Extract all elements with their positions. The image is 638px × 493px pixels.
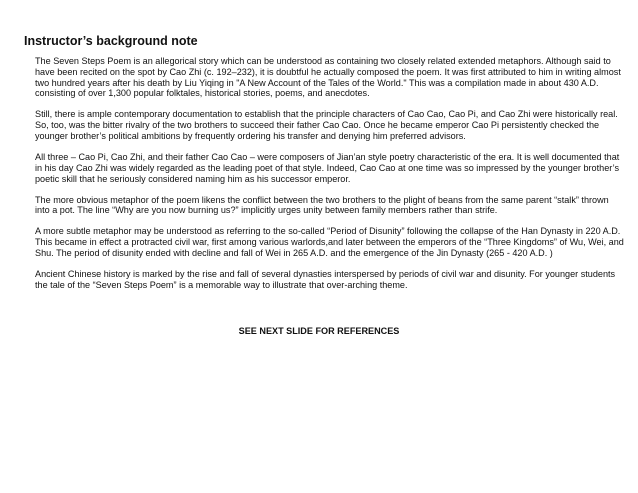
note-heading: Instructor’s background note — [24, 34, 198, 48]
note-body — [35, 56, 625, 301]
paragraph-obvious-metaphor: The more obvious metaphor of the poem likens the conflict between the two brothers to the plight of beans from the same parent “stalk” thrown into a pot. The line “Why are you now burning us?” implicitly urges unity between family members rather than strife. — [35, 194, 609, 216]
paragraph-jianan-poetry: All three – Cao Pi, Cao Zhi, and their father Cao Cao – were composers of Jian’an style poetry characteristic of the era. It is well documented that in his day Cao Zhi was widely regarded as the leading poet of that style. Indeed, Cao Cao at one time was so impressed by the younger brother’s poetic skill that he seriously considered naming him as his successor emperor. — [35, 151, 620, 184]
paragraph-historical-figures: Still, there is ample contemporary documentation to establish that the principle characters of Cao Cao, Cao Pi, and Cao Zhi were historically real. So, too, was the bitter rivalry of the two brothers to succeed their father Cao Cao. Once he became emperor Cao Pi persistently checked the younger brother’s political ambitions by frequently ordering his transfer and denying him preferred advisors. — [35, 109, 618, 141]
see-next-slide-note: SEE NEXT SLIDE FOR REFERENCES — [238, 326, 400, 336]
paragraph-subtle-metaphor: A more subtle metaphor may be understood as referring to the so-called “Period of Disunity” following the collapse of the Han Dynasty in 220 A.D. This became in effect a protracted civil war, first among various warlords,and later between the emperors of the “Three Kingdoms” of Wu, Wei, and Shu. The period of disunity ended with decline and fall of Wei in 265 A.D. and the emergence of the Jin Dynasty (265 - 420 A.D. ) — [35, 226, 624, 258]
paragraph-dynasties-theme: Ancient Chinese history is marked by the rise and fall of several dynasties interspersed by periods of civil war and disunity. For younger students the tale of the “Seven Steps Poem” is a memorable way to illustrate that over-arching theme. — [35, 268, 616, 290]
paragraph-poem-origin: The Seven Steps Poem is an allegorical story which can be understood as containing two closely related extended metaphors. Although said to have been recited on the spot by Cao Zhi (c. 192–232), it is doubtful he actually composed the poem. It was first attributed to him in writing almost two hundred years after his death by Liu Yiqing in "A New Account of the Tales of the World." This was a compilation made in about 430 A.D. consisting of over 1,300 popular folktales, historical stories, poems, and anecdotes. — [35, 56, 621, 99]
